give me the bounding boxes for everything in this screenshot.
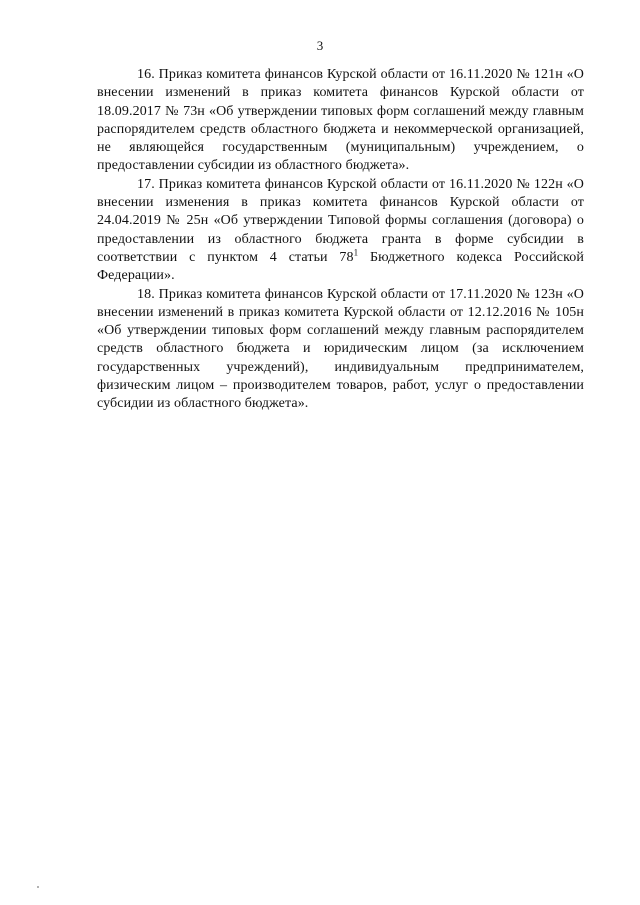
list-item-17-text-end: Бюджетного кодекса Российской Федерации».: [97, 249, 584, 284]
list-item-17: [97, 176, 584, 286]
list-item-18: 18. Приказ комитета финансов Курской области от 17.11.2020 № 123н «О внесении изменений в приказ комитета Курской области от 12.12.2016 № 105н «Об утверждении типовых форм соглашений между главным распорядителем средств областного бюджета и юридическим лицом (за исключением государственных учреждений), индивидуальным предпринимателем, физическим лицом – производителем товаров, работ, услуг о предоставлении субсидии из областного бюджета».: [97, 286, 584, 412]
document-body: [97, 66, 584, 414]
page-number: 3: [316, 38, 324, 53]
scan-artifact: [37, 886, 39, 888]
list-item-16: 16. Приказ комитета финансов Курской области от 16.11.2020 № 121н «О внесении изменений в приказ комитета финансов Курской области от 18.09.2017 № 73н «Об утверждении типовых форм соглашений между главным распорядителем средств областного бюджета и некоммерческой организацией, не являющейся государственным (муниципальным) учреждением, о предоставлении субсидии из областного бюджета».: [97, 67, 584, 174]
article-superscript: 1: [353, 247, 359, 258]
list-item-17-text: 17. Приказ комитета финансов Курской области от 16.11.2020 № 122н «О внесении изменения в приказ комитета финансов Курской области от 24.04.2019 № 25н «Об утверждении Типовой формы соглашения (договора) о предоставлении из областного бюджета гранта в форме субсидии в соответствии с пунктом 4 статьи 78: [97, 176, 584, 265]
